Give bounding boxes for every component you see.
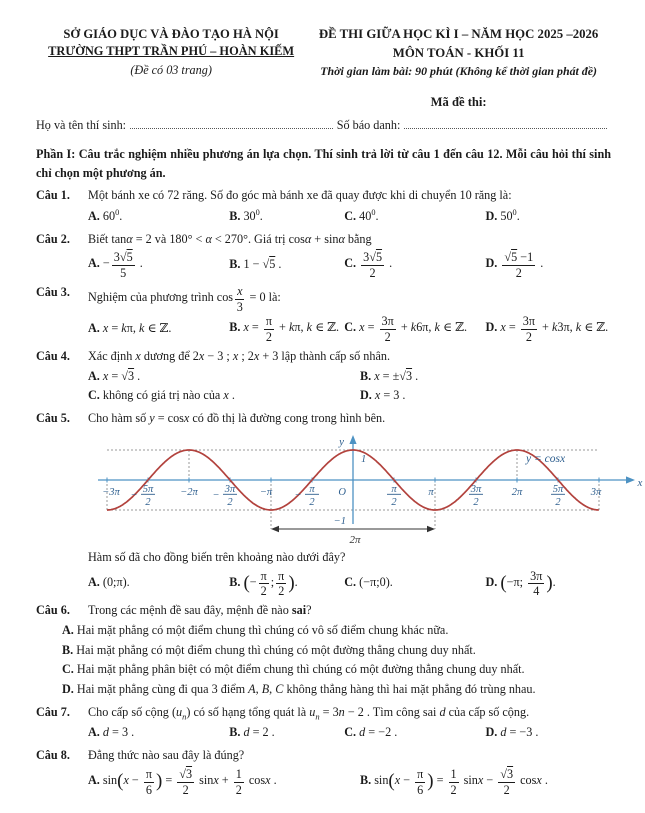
option-letter: D. — [485, 320, 498, 335]
option-letter: D. — [485, 208, 498, 223]
school-name: TRƯỜNG THPT TRẦN PHÚ – HOÀN KIẾM — [48, 44, 295, 59]
option-letter: D. — [485, 574, 498, 589]
option-letter: D. — [485, 725, 498, 740]
question-list — [36, 187, 643, 797]
tick-label: 3π — [224, 483, 236, 495]
option-letter: A. — [88, 256, 100, 271]
option: B. (− $\frac{\pi}{2}$ ; $\frac{\pi}{2}$ ). — [229, 568, 298, 599]
option: B. Hai mặt phẳng có một điểm chung thì chúng có một đường thẳng chung duy nhất. — [62, 642, 476, 657]
option: C. $40^0$. — [344, 207, 379, 223]
option-letter: A. — [88, 725, 100, 740]
tick-label: O — [338, 486, 346, 498]
option: A. Hai mặt phẳng có một điểm chung thì chúng có vô số điểm chung khác nữa. — [62, 622, 449, 637]
tick-label: 2 — [555, 496, 561, 508]
question — [36, 704, 611, 743]
question-stem: Xác định x dương để 2x − 3 ; x ; 2x + 3 lập thành cấp số nhân. — [88, 349, 391, 364]
tick-label: π — [428, 486, 434, 498]
option: D. $\frac{√5 -1}{2}$ . — [485, 250, 544, 280]
option: B. x = $\frac{\pi}{2}$ + kπ, k ∈ ℤ. — [229, 314, 340, 345]
option: B. x = ±√3 . — [359, 368, 419, 383]
tick-label: y — [339, 435, 344, 448]
question — [36, 284, 611, 343]
question-label: Câu 1. — [36, 188, 70, 203]
options — [88, 207, 611, 226]
option-letter: C. — [62, 662, 74, 677]
option-letter: C. — [344, 320, 357, 335]
question-label: Câu 8. — [36, 748, 70, 763]
cosine-graph — [94, 432, 643, 546]
tick-label: −3π — [102, 486, 120, 498]
option: B. $30^0$. — [229, 207, 263, 223]
option: B. d = 2 . — [229, 725, 275, 740]
question-label: Câu 5. — [36, 411, 70, 426]
option-letter: C. — [88, 388, 100, 403]
option: B. sin(x − $\frac{\pi}{6}$ ) = $\frac{1}{2}$ sinx − $\frac{√3}{2}$ cosx . — [359, 766, 548, 797]
option-letter: B. — [229, 574, 241, 589]
option: C. d = −2 . — [344, 725, 398, 740]
option: D. (−π; $\frac{3\pi}{4}$ ). — [485, 568, 556, 599]
option-letter: A. — [88, 574, 100, 589]
option: A. d = 3 . — [88, 725, 135, 740]
question-stem: Nghiệm của phương trình cos $\frac{x}{3}$ = 0 là: — [88, 283, 281, 314]
option: D. d = −3 . — [485, 725, 539, 740]
candidate-number-label: Số báo danh: — [336, 117, 401, 132]
option-letter: C. — [344, 574, 357, 589]
question-label: Câu 6. — [36, 603, 70, 618]
question — [36, 410, 643, 599]
question-label: Câu 2. — [36, 231, 70, 246]
option-letter: B. — [359, 772, 372, 787]
tick-label: 2 — [309, 496, 315, 508]
tick-label: 3π — [590, 486, 602, 498]
tick-label: 2 — [473, 496, 479, 508]
question-stem: Biết tanα = 2 và 180° < α < 270°. Giá trị cosα + sinα bằng — [88, 231, 372, 246]
question-label: Câu 4. — [36, 349, 70, 364]
tick-label: −1 — [333, 515, 346, 527]
tick-label: π — [309, 483, 315, 495]
tick-label: 2 — [227, 496, 233, 508]
candidate-row — [36, 116, 611, 135]
option-letter: B. — [229, 256, 241, 271]
tick-label: 2π — [349, 533, 361, 546]
candidate-name-label: Họ và tên thí sinh: — [36, 117, 127, 132]
option: A. $60^0$. — [88, 207, 123, 223]
option-letter: D. — [62, 681, 74, 696]
tick-label: −2π — [180, 486, 198, 498]
option-letter: A. — [88, 772, 100, 787]
duration-note: Thời gian làm bài: 90 phút (Không kể thời gian phát đề) — [320, 64, 597, 79]
option-letter: C. — [344, 725, 357, 740]
tick-label: − — [294, 489, 302, 501]
option: C. x = $\frac{3\pi}{2}$ + k6π, k ∈ ℤ. — [344, 314, 468, 345]
issuer-name: SỞ GIÁO DỤC VÀ ĐÀO TẠO HÀ NỘI — [63, 27, 279, 41]
question — [36, 231, 611, 279]
option-letter: A. — [88, 208, 100, 223]
question-stem: Cho hàm số y = cosx có đồ thị là đường cong trong hình bên. — [88, 411, 386, 426]
option: C. không có giá trị nào của x . — [88, 388, 235, 403]
options — [88, 314, 611, 343]
header — [36, 25, 611, 112]
option: D. x = $\frac{3\pi}{2}$ + k3π, k ∈ ℤ. — [485, 314, 609, 345]
question-stem: Trong các mệnh đề sau đây, mệnh đề nào sai? — [88, 603, 312, 618]
tick-label: 3π — [470, 483, 482, 495]
tick-label: 2 — [391, 496, 397, 508]
option: A. sin(x − $\frac{\pi}{6}$ ) = $\frac{√3}{2}$ sinx + $\frac{1}{2}$ cosx . — [88, 766, 277, 797]
candidate-number-blank — [404, 116, 607, 129]
option: C. (−π;0). — [344, 574, 393, 589]
tick-label: 2π — [511, 486, 523, 498]
option-letter: A. — [62, 622, 74, 637]
question-label: Câu 7. — [36, 704, 70, 719]
option-letter: B. — [359, 368, 372, 383]
candidate-name-blank — [130, 116, 333, 129]
options — [88, 569, 611, 598]
header-left — [36, 25, 306, 112]
question — [36, 348, 611, 405]
tick-label: 5π — [142, 483, 154, 495]
option-letter: A. — [88, 320, 100, 335]
cosine-graph-svg — [94, 432, 645, 546]
option: D. x = 3 . — [359, 388, 406, 403]
curve-label: y = cosx — [526, 452, 566, 465]
tick-label: −π — [259, 486, 273, 498]
options — [88, 724, 611, 742]
question-stem: Cho cấp số cộng $(u_n)$ có số hạng tổng quát là $u_n = 3n - 2$ . Tìm công sai d của cấp số cộng. — [88, 704, 530, 721]
question-stem: Đẳng thức nào sau đây là đúng? — [88, 748, 245, 763]
part1-instructions: Phần I: Câu trắc nghiệm nhiều phương án lựa chọn. Thí sinh trả lời từ câu 1 đến câu 12. Mỗi câu hỏi thí sinh chỉ chọn một phương án. — [36, 147, 611, 180]
tick-label: − — [130, 489, 138, 501]
tick-label: 1 — [361, 453, 367, 465]
subject-grade: MÔN TOÁN - KHỐI 11 — [392, 45, 525, 60]
exam-title: ĐỀ THI GIỮA HỌC KÌ I – NĂM HỌC 2025 –2026 — [318, 27, 599, 41]
option-letter: C. — [344, 256, 357, 271]
option: A. x = kπ, k ∈ ℤ. — [88, 320, 172, 335]
option-letter: B. — [62, 642, 74, 657]
question — [36, 602, 611, 698]
option-letter: A. — [88, 368, 100, 383]
option-letter: D. — [485, 256, 498, 271]
option: A. x = √3 . — [88, 368, 141, 383]
tick-label: − — [212, 489, 220, 501]
options — [88, 368, 611, 405]
options — [88, 250, 611, 279]
option-letter: B. — [229, 208, 241, 223]
tick-label: π — [391, 483, 397, 495]
option: C. $\frac{3√5}{2}$ . — [344, 250, 393, 280]
page-count-note: (Đề có 03 trang) — [130, 63, 212, 78]
option: B. 1 − √5 . — [229, 256, 282, 271]
exam-code-label: Mã đề thi: — [430, 95, 487, 110]
tick-label: x — [637, 476, 643, 489]
options — [62, 622, 611, 699]
tick-label: 5π — [552, 483, 564, 495]
tick-label: 2 — [145, 496, 151, 508]
option: D. $50^0$. — [485, 207, 520, 223]
option-letter: B. — [229, 725, 241, 740]
option: A. − $\frac{3√5}{5}$ . — [88, 250, 143, 280]
question — [36, 187, 611, 225]
options — [88, 767, 611, 796]
option: C. Hai mặt phẳng phân biệt có một điểm chung thì chúng có một đường thẳng chung duy nhất. — [62, 662, 525, 677]
header-right — [306, 25, 611, 112]
question — [36, 747, 611, 795]
question-label: Câu 3. — [36, 284, 70, 299]
option: A. (0;π). — [88, 574, 130, 589]
option-letter: D. — [359, 388, 372, 403]
option: D. Hai mặt phẳng cùng đi qua 3 điểm A, B, C không thẳng hàng thì hai mặt phẳng đó trùng nhau. — [62, 681, 536, 696]
question-stem: Một bánh xe có 72 răng. Số đo góc mà bánh xe đã quay được khi di chuyển 10 răng là: — [88, 188, 512, 203]
option-letter: C. — [344, 208, 357, 223]
question-subprompt: Hàm số đã cho đồng biến trên khoảng nào dưới đây? — [88, 549, 346, 564]
option-letter: B. — [229, 320, 241, 335]
